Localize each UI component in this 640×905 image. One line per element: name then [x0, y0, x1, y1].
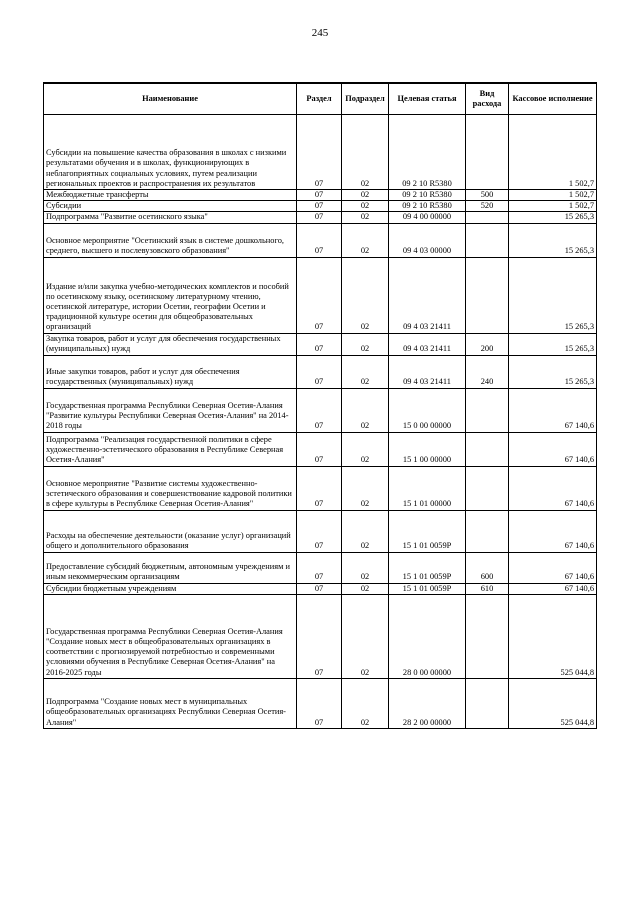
cell-subsection: 02 — [342, 678, 389, 728]
cell-target: 09 2 10 R5380 — [389, 115, 466, 190]
cell-execution: 1 502,7 — [509, 190, 597, 201]
cell-section: 07 — [297, 466, 342, 510]
cell-execution: 1 502,7 — [509, 201, 597, 212]
cell-kind — [466, 594, 509, 678]
cell-execution: 67 140,6 — [509, 510, 597, 552]
cell-target: 15 1 01 00000 — [389, 466, 466, 510]
cell-subsection: 02 — [342, 388, 389, 432]
cell-subsection: 02 — [342, 115, 389, 190]
cell-section: 07 — [297, 583, 342, 594]
cell-name: Закупка товаров, работ и услуг для обеспечения государственных (муниципальных) нужд — [44, 333, 297, 355]
table-row — [44, 594, 597, 678]
cell-target: 09 4 00 00000 — [389, 212, 466, 223]
cell-section: 07 — [297, 388, 342, 432]
cell-target: 09 2 10 R5380 — [389, 201, 466, 212]
cell-subsection: 02 — [342, 583, 389, 594]
cell-section: 07 — [297, 594, 342, 678]
cell-section: 07 — [297, 355, 342, 388]
table-row — [44, 257, 597, 333]
table-row — [44, 212, 597, 223]
cell-name: Межбюджетные трансферты — [44, 190, 297, 201]
table-header-row — [44, 83, 597, 115]
cell-kind: 500 — [466, 190, 509, 201]
cell-kind: 240 — [466, 355, 509, 388]
cell-subsection: 02 — [342, 257, 389, 333]
cell-name: Основное мероприятие "Осетинский язык в системе дошкольного, среднего, высшего и послевузовского образования" — [44, 223, 297, 257]
cell-target: 28 0 00 00000 — [389, 594, 466, 678]
cell-name: Расходы на обеспечение деятельности (оказание услуг) организаций общего и дополнительного образования — [44, 510, 297, 552]
cell-target: 09 4 03 00000 — [389, 223, 466, 257]
cell-subsection: 02 — [342, 552, 389, 583]
table-row — [44, 583, 597, 594]
header-execution: Кассовое исполнение — [509, 83, 597, 115]
cell-name: Государственная программа Республики Северная Осетия-Алания "Создание новых мест в общеобразовательных организациях в соответствии с прогнозируемой потребностью и современными условиями обучения в Республике Северная Осетия-Алания" на 2016-2025 годы — [44, 594, 297, 678]
cell-subsection: 02 — [342, 594, 389, 678]
cell-name: Издание и/или закупка учебно-методических комплектов и пособий по осетинскому языку, осетинскому литературному чтению, осетинской литературе, истории Осетии, географии Осетии и традиционной культуре осетин для общеобразовательных организаций — [44, 257, 297, 333]
cell-target: 15 1 00 00000 — [389, 432, 466, 466]
cell-name: Основное мероприятие "Развитие системы художественно-эстетического образования и совершенствование кадровой политики в сфере культуры в Республике Северная Осетия-Алания" — [44, 466, 297, 510]
table-row — [44, 333, 597, 355]
cell-target: 15 0 00 00000 — [389, 388, 466, 432]
table-row — [44, 190, 597, 201]
cell-execution: 15 265,3 — [509, 212, 597, 223]
cell-name: Государственная программа Республики Северная Осетия-Алания "Развитие культуры Республики Северная Осетия-Алания" на 2014-2018 годы — [44, 388, 297, 432]
cell-kind — [466, 388, 509, 432]
header-name: Наименование — [44, 83, 297, 115]
cell-section: 07 — [297, 257, 342, 333]
cell-execution: 525 044,8 — [509, 678, 597, 728]
table-row — [44, 201, 597, 212]
cell-name: Субсидии на повышение качества образования в школах с низкими результатами обучения и в школах, функционирующих в неблагоприятных социальных условиях, путем реализации региональных проектов и распространения их результатов — [44, 115, 297, 190]
cell-kind: 600 — [466, 552, 509, 583]
cell-subsection: 02 — [342, 190, 389, 201]
cell-section: 07 — [297, 212, 342, 223]
cell-subsection: 02 — [342, 355, 389, 388]
cell-kind — [466, 212, 509, 223]
cell-subsection: 02 — [342, 333, 389, 355]
table-row — [44, 678, 597, 728]
cell-kind: 520 — [466, 201, 509, 212]
cell-subsection: 02 — [342, 466, 389, 510]
cell-subsection: 02 — [342, 432, 389, 466]
cell-subsection: 02 — [342, 510, 389, 552]
cell-kind — [466, 223, 509, 257]
cell-subsection: 02 — [342, 201, 389, 212]
cell-subsection: 02 — [342, 223, 389, 257]
table-row — [44, 510, 597, 552]
cell-execution: 15 265,3 — [509, 223, 597, 257]
cell-target: 28 2 00 00000 — [389, 678, 466, 728]
cell-kind: 610 — [466, 583, 509, 594]
cell-execution: 15 265,3 — [509, 355, 597, 388]
cell-execution: 67 140,6 — [509, 583, 597, 594]
cell-kind: 200 — [466, 333, 509, 355]
header-kind: Вид расхода — [466, 83, 509, 115]
cell-kind — [466, 466, 509, 510]
header-subsection: Подраздел — [342, 83, 389, 115]
cell-target: 15 1 01 0059Р — [389, 583, 466, 594]
budget-table — [43, 82, 597, 729]
cell-name: Подпрограмма "Создание новых мест в муниципальных общеобразовательных организациях Республики Северная Осетия-Алания" — [44, 678, 297, 728]
cell-target: 09 4 03 21411 — [389, 333, 466, 355]
cell-section: 07 — [297, 190, 342, 201]
cell-execution: 15 265,3 — [509, 257, 597, 333]
table-row — [44, 388, 597, 432]
cell-section: 07 — [297, 115, 342, 190]
cell-execution: 67 140,6 — [509, 388, 597, 432]
cell-section: 07 — [297, 223, 342, 257]
cell-execution: 67 140,6 — [509, 552, 597, 583]
cell-target: 09 4 03 21411 — [389, 257, 466, 333]
cell-kind — [466, 257, 509, 333]
page-number: 245 — [311, 27, 329, 39]
table-row — [44, 466, 597, 510]
table-row — [44, 552, 597, 583]
cell-subsection: 02 — [342, 212, 389, 223]
cell-execution: 15 265,3 — [509, 333, 597, 355]
cell-target: 09 2 10 R5380 — [389, 190, 466, 201]
cell-execution: 67 140,6 — [509, 466, 597, 510]
header-section: Раздел — [297, 83, 342, 115]
cell-section: 07 — [297, 432, 342, 466]
cell-name: Субсидии — [44, 201, 297, 212]
cell-kind — [466, 115, 509, 190]
cell-target: 15 1 01 0059Р — [389, 510, 466, 552]
table-row — [44, 355, 597, 388]
cell-section: 07 — [297, 333, 342, 355]
cell-target: 15 1 01 0059Р — [389, 552, 466, 583]
header-target: Целевая статья — [389, 83, 466, 115]
cell-execution: 67 140,6 — [509, 432, 597, 466]
cell-kind — [466, 510, 509, 552]
table-row — [44, 115, 597, 190]
cell-kind — [466, 432, 509, 466]
cell-section: 07 — [297, 552, 342, 583]
table-row — [44, 432, 597, 466]
cell-name: Иные закупки товаров, работ и услуг для обеспечения государственных (муниципальных) нужд — [44, 355, 297, 388]
cell-execution: 525 044,8 — [509, 594, 597, 678]
cell-name: Субсидии бюджетным учреждениям — [44, 583, 297, 594]
cell-target: 09 4 03 21411 — [389, 355, 466, 388]
table-row — [44, 223, 597, 257]
cell-name: Предоставление субсидий бюджетным, автономным учреждениям и иным некоммерческим организациям — [44, 552, 297, 583]
cell-execution: 1 502,7 — [509, 115, 597, 190]
cell-kind — [466, 678, 509, 728]
cell-name: Подпрограмма "Реализация государственной политики в сфере художественно-эстетического образования в Республике Северная Осетия-Алания" — [44, 432, 297, 466]
cell-section: 07 — [297, 510, 342, 552]
cell-name: Подпрограмма "Развитие осетинского языка" — [44, 212, 297, 223]
cell-section: 07 — [297, 678, 342, 728]
cell-section: 07 — [297, 201, 342, 212]
